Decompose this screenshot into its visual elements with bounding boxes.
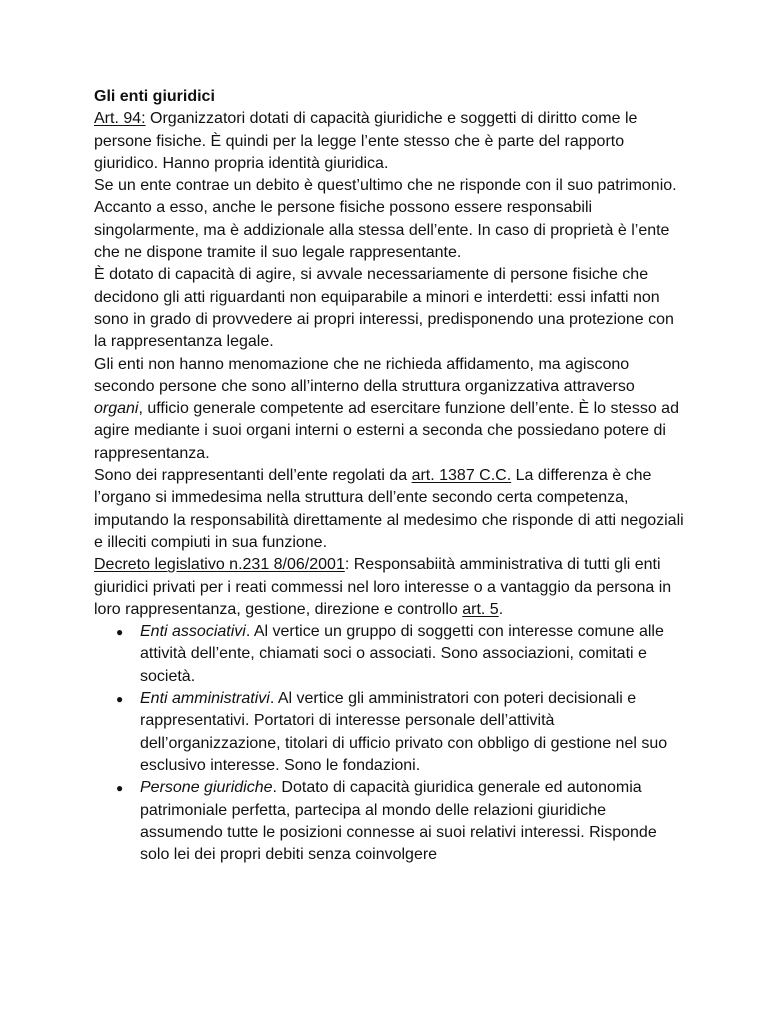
paragraph-capacity: È dotato di capacità di agire, si avvale necessariamente di persone fisiche che decidono gli atti riguardanti non equiparabile a minori e interdetti: essi infatti non sono in grado di provvedere ai propri interessi, predisponendo una protezione con la rappresentanza legale. — [94, 266, 674, 351]
paragraph-text: Sono dei rappresentanti dell’ente regolati da — [94, 467, 412, 485]
paragraph-text: Gli enti non hanno menomazione che ne richieda affidamento, ma agiscono secondo persone che sono all’interno della struttura organizzativa attraverso — [94, 355, 635, 395]
paragraph-decree — [94, 554, 684, 621]
document-page — [94, 86, 684, 866]
list-item-term: Persone giuridiche — [140, 779, 273, 797]
list-item — [94, 777, 684, 866]
list-item-text: . Dotato di capacità giuridica generale ed autonomia patrimoniale perfetta, partecipa al mondo delle relazioni giuridiche assumendo tutte le posizioni connesse ai suoi relativi interessi. Risponde solo lei dei propri debiti senza coinvolgere — [140, 779, 657, 864]
paragraph-organs — [94, 354, 684, 465]
list-item-term: Enti associativi — [140, 623, 246, 641]
bullet-icon: ● — [116, 625, 124, 640]
paragraph-art-94 — [94, 108, 684, 175]
list-item — [94, 688, 684, 777]
paragraph-text: Organizzatori dotati di capacità giuridiche e soggetti di diritto come le persone fisiche. È quindi per la legge l’ente stesso che è parte del rapporto giuridico. Hanno propria identità giuridica. — [94, 110, 638, 172]
list-item-text: . Al vertice gli amministratori con poteri decisionali e rappresentativi. Portatori di interesse personale dell’attività dell’organizzazione, titolari di ufficio privato con obbligo di gestione nel suo esclusivo interesse. Sono le fondazioni. — [140, 690, 668, 774]
bullet-icon: ● — [116, 781, 124, 796]
paragraph-debt: Se un ente contrae un debito è quest’ultimo che ne risponde con il suo patrimonio. Accanto a esso, anche le persone fisiche possono essere responsabili singolarmente, ma è addizionale alla stessa dell’ente. In caso di proprietà è l’ente che ne dispone tramite il suo legale rappresentante. — [94, 177, 677, 262]
paragraph-text: , ufficio generale competente ad esercitare funzione dell’ente. È lo stesso ad agire mediante i suoi organi interni o esterni a seconda che possiedano potere di rappresentanza. — [94, 400, 679, 462]
paragraph-text: La differenza è che l’organo si immedesima nella struttura dell’ente secondo certa competenza, imputando la responsabilità direttamente al medesimo che risponde di atti negoziali e illeciti compiuti in sua funzione. — [94, 467, 684, 551]
paragraph-text: . — [498, 600, 504, 618]
document-title: Gli enti giuridici — [94, 88, 215, 105]
article-reference: Art. 94: — [94, 110, 146, 128]
paragraph-text: : Responsabiità amministrativa di tutti gli enti giuridici privati per i reati commessi nel loro interesse o a vantaggio da persona in loro rappresentanza, gestione, direzione e controllo — [94, 556, 672, 618]
list-item-text: . Al vertice un gruppo di soggetti con interesse comune alle attività dell’ente, chiamati soci o associati. Sono associazioni, comitati e società. — [140, 623, 664, 685]
entity-type-list — [94, 621, 684, 866]
italic-term: organi — [94, 400, 139, 418]
list-item — [94, 621, 684, 688]
article-reference: art. 5 — [462, 600, 499, 618]
list-item-term: Enti amministrativi — [140, 690, 270, 708]
paragraph-representatives — [94, 465, 684, 554]
article-reference: art. 1387 C.C. — [411, 467, 512, 485]
bullet-icon: ● — [116, 692, 124, 707]
decree-reference: Decreto legislativo n.231 8/06/2001 — [94, 556, 345, 574]
